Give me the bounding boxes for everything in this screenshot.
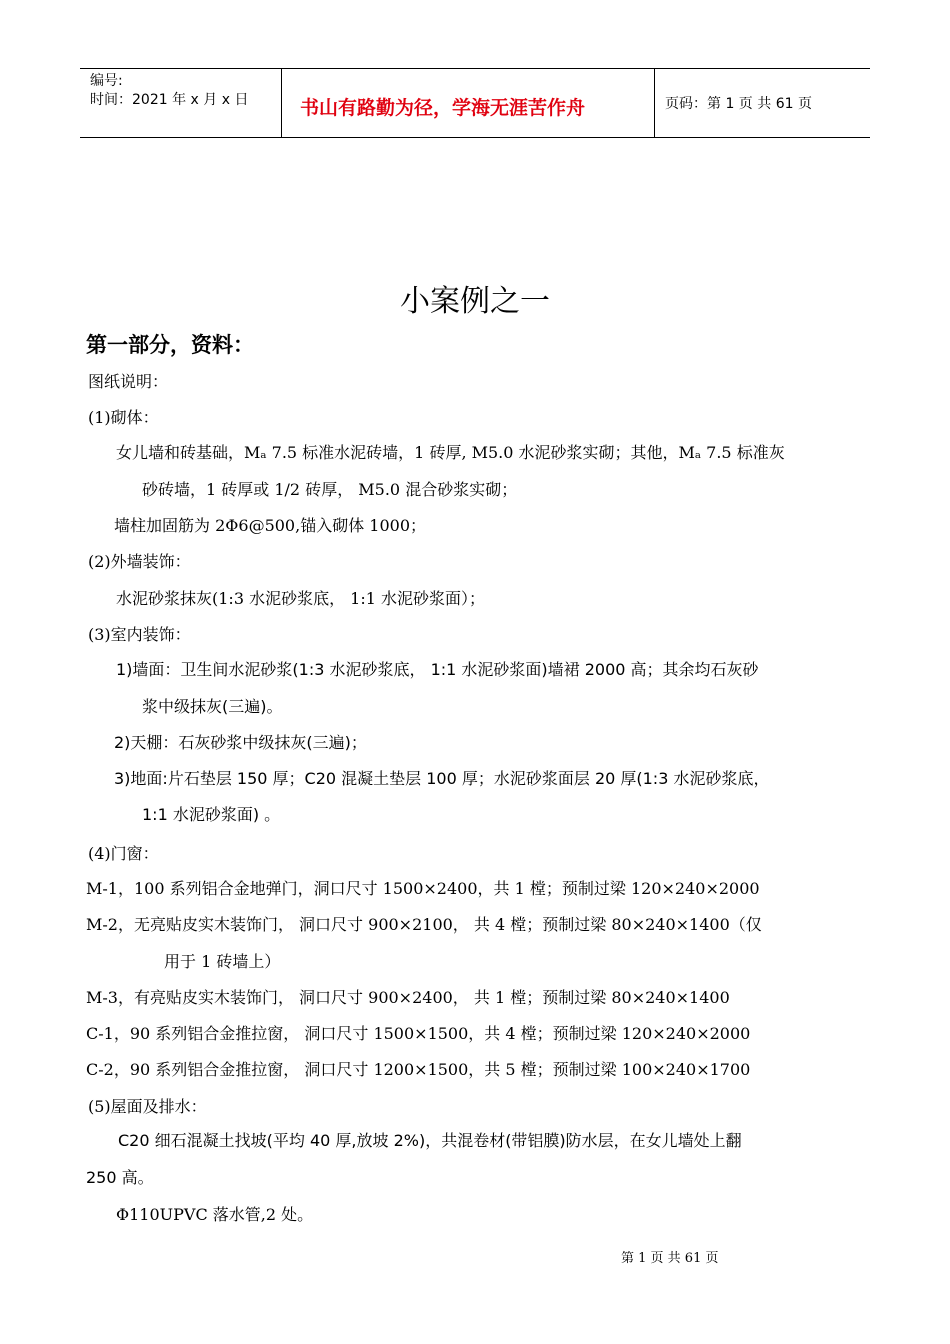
text-line: 女儿墙和砖基础，Mₐ 7.5 标准水泥砖墙，1 砖厚, M5.0 水泥砂浆实砌；其他，Mₐ 7.5 标准灰 — [116, 443, 785, 462]
text-line: 3)地面:片石垫层 150 厚；C20 混凝土垫层 100 厚；水泥砂浆面层 20 厚(1:3 水泥砂浆底， — [114, 769, 770, 788]
text-line: (5)屋面及排水： — [88, 1097, 207, 1116]
page-title: 小案例之一 — [400, 284, 550, 319]
text-line: (4)门窗： — [88, 844, 159, 863]
text-line: (3)室内装饰： — [88, 625, 191, 644]
text-line: M-3，有亮贴皮实木装饰门， 洞口尺寸 900×2400， 共 1 樘；预制过梁 80×240×1400 — [86, 988, 730, 1007]
document-number-label: 编号: — [90, 73, 123, 89]
document-time: 时间：2021 年 x 月 x 日 — [90, 92, 249, 108]
text-line: M-2，无亮贴皮实木装饰门， 洞口尺寸 900×2100， 共 4 樘；预制过梁 80×240×1400（仅 — [86, 915, 762, 934]
text-line: 2)天棚：石灰砂浆中级抹灰(三遍)； — [114, 733, 367, 752]
text-line: (2)外墙装饰： — [88, 552, 191, 571]
text-line: C-2，90 系列铝合金推拉窗， 洞口尺寸 1200×1500，共 5 樘；预制过梁 100×240×1700 — [86, 1060, 751, 1079]
text-line: Φ110UPVC 落水管,2 处。 — [116, 1205, 314, 1224]
text-line: 图纸说明： — [88, 372, 169, 391]
header-table — [80, 68, 870, 138]
page-footer: 第 1 页 共 61 页 — [621, 1251, 719, 1266]
text-line: C-1，90 系列铝合金推拉窗， 洞口尺寸 1500×1500，共 4 樘；预制过梁 120×240×2000 — [86, 1024, 751, 1043]
text-line: 浆中级抹灰(三遍)。 — [142, 697, 283, 716]
text-line: 250 高。 — [86, 1168, 154, 1187]
text-line: 1)墙面：卫生间水泥砂浆(1:3 水泥砂浆底， 1:1 水泥砂浆面)墙裙 2000 高；其余均石灰砂 — [116, 660, 759, 679]
text-line: 1:1 水泥砂浆面) 。 — [142, 805, 281, 824]
text-line: C20 细石混凝土找坡(平均 40 厚,放坡 2%)，共混卷材(带铝膜)防水层，在女儿墙处上翻 — [118, 1131, 742, 1150]
header-meta — [80, 69, 282, 137]
text-line: 水泥砂浆抹灰(1:3 水泥砂浆底， 1:1 水泥砂浆面）； — [116, 589, 486, 608]
text-line: (1)砌体： — [88, 408, 159, 427]
text-line: 用于 1 砖墙上） — [164, 952, 281, 971]
text-line: 墙柱加固筋为 2Φ6@500,锚入砌体 1000； — [114, 516, 426, 535]
header-motto: 书山有路勤为径，学海无涯苦作舟 — [282, 69, 655, 137]
text-line: 砂砖墙，1 砖厚或 1/2 砖厚， M5.0 混合砂浆实砌； — [142, 480, 518, 499]
section-title: 第一部分，资料： — [86, 333, 254, 357]
header-page-code: 页码：第 1 页 共 61 页 — [665, 96, 812, 112]
text-line: M-1，100 系列铝合金地弹门，洞口尺寸 1500×2400，共 1 樘；预制过梁 120×240×2000 — [86, 879, 760, 898]
